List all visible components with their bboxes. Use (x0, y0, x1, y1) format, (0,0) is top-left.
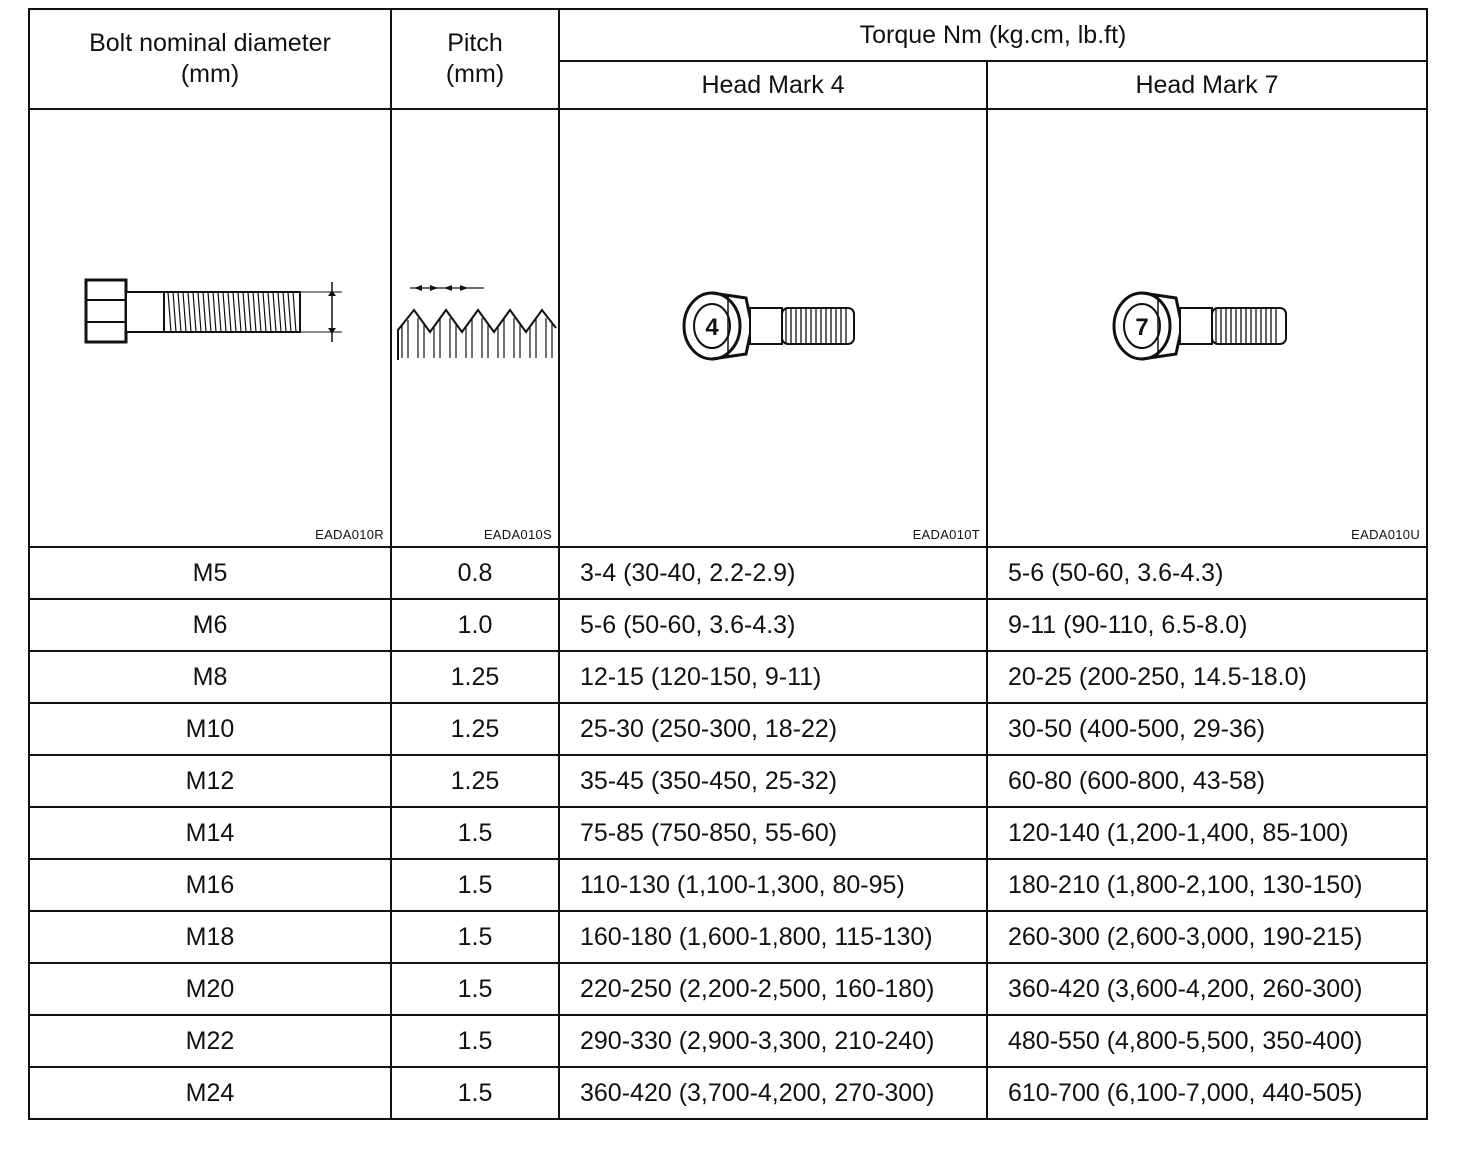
cell-torque-mark-4: 12-15 (120-150, 9-11) (559, 651, 987, 703)
head-mark-7-bolt-diagram (988, 110, 1426, 546)
cell-pitch: 1.25 (391, 651, 559, 703)
header-bolt-diameter-line1: Bolt nominal diameter (89, 29, 331, 57)
cell-pitch: 1.5 (391, 911, 559, 963)
figure-code-bolt: EADA010R (315, 527, 384, 542)
torque-spec-table (28, 8, 1428, 1120)
cell-bolt-size: M8 (29, 651, 391, 703)
table-row (29, 703, 1427, 755)
cell-bolt-size: M5 (29, 547, 391, 599)
thread-pitch-diagram (392, 110, 558, 546)
cell-torque-mark-4: 3-4 (30-40, 2.2-2.9) (559, 547, 987, 599)
cell-pitch: 1.5 (391, 1015, 559, 1067)
cell-bolt-size: M6 (29, 599, 391, 651)
cell-torque-mark-7: 360-420 (3,600-4,200, 260-300) (987, 963, 1427, 1015)
head-mark-4-bolt-diagram (560, 110, 986, 546)
cell-pitch: 1.5 (391, 1067, 559, 1119)
figure-code-head-mark-7: EADA010U (1351, 527, 1421, 542)
cell-torque-mark-4: 5-6 (50-60, 3.6-4.3) (559, 599, 987, 651)
table-row (29, 807, 1427, 859)
torque-spec-table-frame (28, 8, 1426, 1124)
header-pitch-line1: Pitch (447, 29, 503, 57)
table-row (29, 911, 1427, 963)
cell-torque-mark-7: 610-700 (6,100-7,000, 440-505) (987, 1067, 1427, 1119)
table-row (29, 755, 1427, 807)
figure-code-head-mark-4: EADA010T (912, 527, 980, 542)
cell-torque-mark-7: 120-140 (1,200-1,400, 85-100) (987, 807, 1427, 859)
table-row (29, 599, 1427, 651)
figure-bolt-side-view (29, 109, 391, 547)
table-row (29, 547, 1427, 599)
cell-torque-mark-4: 160-180 (1,600-1,800, 115-130) (559, 911, 987, 963)
cell-pitch: 1.5 (391, 963, 559, 1015)
head-mark-4-glyph: 4 (705, 314, 719, 341)
cell-bolt-size: M22 (29, 1015, 391, 1067)
cell-pitch: 1.5 (391, 807, 559, 859)
head-mark-7-glyph: 7 (1135, 314, 1149, 341)
cell-pitch: 1.25 (391, 755, 559, 807)
header-pitch (391, 9, 559, 109)
cell-torque-mark-7: 480-550 (4,800-5,500, 350-400) (987, 1015, 1427, 1067)
cell-torque-mark-7: 180-210 (1,800-2,100, 130-150) (987, 859, 1427, 911)
cell-torque-mark-4: 360-420 (3,700-4,200, 270-300) (559, 1067, 987, 1119)
cell-bolt-size: M14 (29, 807, 391, 859)
cell-torque-mark-7: 9-11 (90-110, 6.5-8.0) (987, 599, 1427, 651)
cell-pitch: 1.25 (391, 703, 559, 755)
cell-bolt-size: M20 (29, 963, 391, 1015)
figure-head-mark-7-bolt (987, 109, 1427, 547)
cell-torque-mark-7: 60-80 (600-800, 43-58) (987, 755, 1427, 807)
header-bolt-diameter (29, 9, 391, 109)
cell-torque-mark-4: 290-330 (2,900-3,300, 210-240) (559, 1015, 987, 1067)
cell-bolt-size: M16 (29, 859, 391, 911)
cell-bolt-size: M12 (29, 755, 391, 807)
header-head-mark-4: Head Mark 4 (559, 61, 987, 109)
header-torque: Torque Nm (kg.cm, lb.ft) (559, 9, 1427, 61)
cell-torque-mark-7: 5-6 (50-60, 3.6-4.3) (987, 547, 1427, 599)
cell-pitch: 1.5 (391, 859, 559, 911)
header-pitch-line2: (mm) (445, 60, 505, 88)
cell-pitch: 0.8 (391, 547, 559, 599)
cell-bolt-size: M18 (29, 911, 391, 963)
cell-torque-mark-4: 35-45 (350-450, 25-32) (559, 755, 987, 807)
header-bolt-diameter-line2: (mm) (180, 60, 240, 88)
table-row (29, 1015, 1427, 1067)
cell-torque-mark-7: 30-50 (400-500, 29-36) (987, 703, 1427, 755)
figure-head-mark-4-bolt (559, 109, 987, 547)
cell-bolt-size: M10 (29, 703, 391, 755)
cell-torque-mark-7: 20-25 (200-250, 14.5-18.0) (987, 651, 1427, 703)
cell-torque-mark-4: 220-250 (2,200-2,500, 160-180) (559, 963, 987, 1015)
cell-torque-mark-4: 110-130 (1,100-1,300, 80-95) (559, 859, 987, 911)
header-head-mark-7: Head Mark 7 (987, 61, 1427, 109)
table-row (29, 963, 1427, 1015)
figure-code-pitch: EADA010S (483, 527, 552, 542)
torque-rows (29, 547, 1427, 1119)
table-row (29, 859, 1427, 911)
bolt-diameter-diagram (30, 110, 390, 546)
table-row (29, 1067, 1427, 1119)
cell-torque-mark-7: 260-300 (2,600-3,000, 190-215) (987, 911, 1427, 963)
cell-torque-mark-4: 75-85 (750-850, 55-60) (559, 807, 987, 859)
figure-thread-pitch (391, 109, 559, 547)
cell-torque-mark-4: 25-30 (250-300, 18-22) (559, 703, 987, 755)
cell-bolt-size: M24 (29, 1067, 391, 1119)
cell-pitch: 1.0 (391, 599, 559, 651)
table-row (29, 651, 1427, 703)
